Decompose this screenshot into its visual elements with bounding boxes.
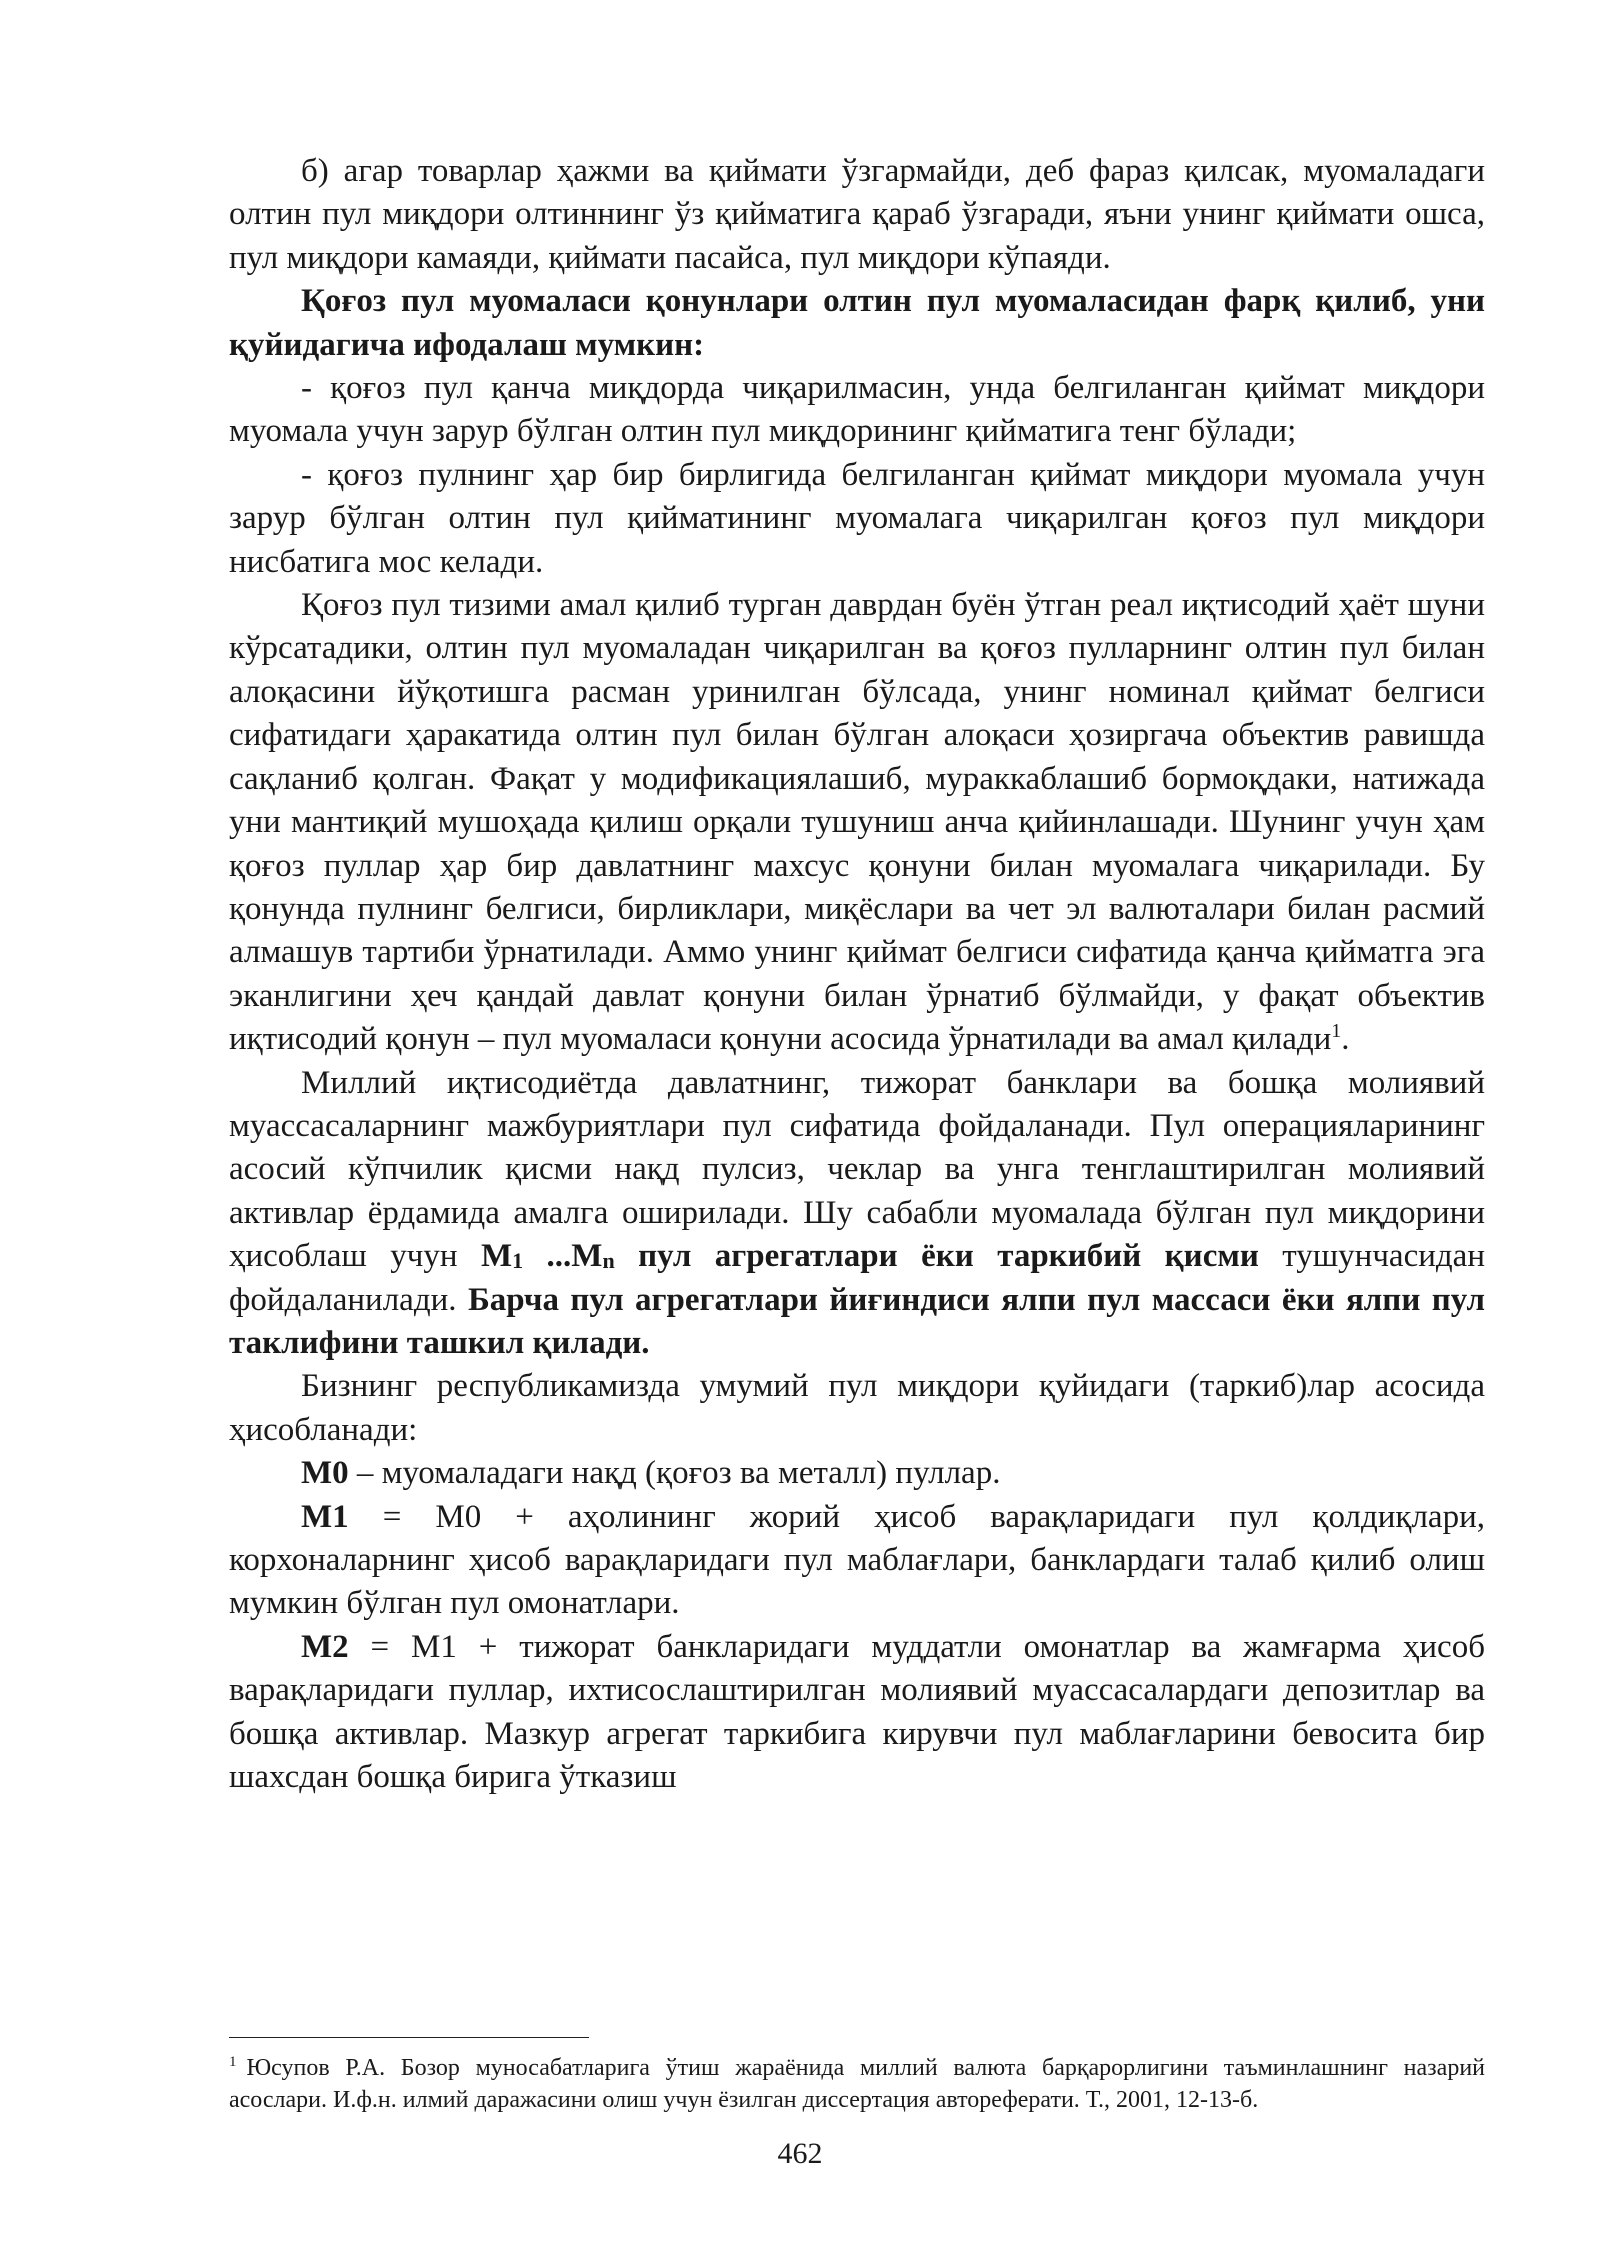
aggregate-m1 [481,1238,1259,1274]
subscript-1: 1 [512,1248,524,1274]
footnote-text: Юсупов Р.А. Бозор муносабатларига ўтиш жараёнида миллий валюта барқарорлигини таъминлашнинг назарий асослари. И.ф.н. илмий даражасини олиш учун ёзилган диссертация автореферати. Т., 2001, 12-13-б. [229,2055,1485,2113]
paragraph-5-text: Қоғоз пул тизими амал қилиб турган даврдан буён ўтган реал иқтисодий ҳаёт шуни кўрсатадики, олтин пул муомаладан чиқарилган ва қоғоз пулларнинг олтин пул билан алоқасини йўқотишга расман уринилган бўлсада, унинг номинал қиймат белгиси сифатидаги ҳаракатида олтин пул билан бўлган алоқаси ҳозиргача объектив равишда сақланиб қолган. Фақат у модификациялашиб, мураккаблашиб бормоқдаки, натижада уни мантиқий мушоҳада қилиш орқали тушуниш анча қийинлашади. Шунинг учун ҳам қоғоз пуллар ҳар бир давлатнинг махсус қонуни билан муомалага чиқарилади. Бу қонунда пулнинг белгиси, бирликлари, миқёслари ва чет эл валюталари билан расмий алмашув тартиби ўрнатилади. Аммо унинг қиймат белгиси сифатида қанча қийматга эга эканлигини ҳеч қандай давлат қонуни билан ўрнатиб бўлмайди, у фақат объектив иқтисодий қонун – пул муомаласи қонуни асосида ўрнатилади ва амал қилади [229,587,1485,1058]
footnote [229,2052,1485,2116]
page-number: 462 [777,2137,823,2170]
paragraph-5 [229,584,1485,1061]
paragraph-m0 [229,1452,1485,1495]
definition-m0: – муомаладаги нақд (қоғоз ва металл) пуллар. [348,1455,1001,1492]
bold-statement: Қоғоз пул муомаласи қонунлари олтин пул муомаласидан фарқ қилиб, уни қуйидагича ифодалаш мумкин: [229,283,1485,363]
label-m1: М1 [301,1498,349,1535]
paragraph-1: б) агар товарлар ҳажми ва қиймати ўзгармайди, деб фараз қилсак, муомаладаги олтин пул миқдори олтиннинг ўз қийматига қараб ўзгаради, яъни унинг қиймати ошса, пул миқдори камаяди, қиймати пасайса, пул миқдори кўпаяди. [229,153,1485,276]
footnote-separator [229,2037,589,2038]
subscript-n: n [602,1248,615,1274]
aggregate-mn-letter: ...М [523,1238,603,1275]
aggregate-m-letter: М [480,1238,513,1275]
paragraph-6-text-a: Миллий иқтисодиётда давлатнинг, тижорат банклари ва бошқа молиявий муассасаларнинг мажбуриятлари пул сифатида фойдаланади. Пул операцияларининг асосий кўпчилик қисми нақд пулсиз, чеклар ва унга тенглаштирилган молиявий активлар ёрдамида амалга оширилади. Шу сабабли муомалада бўлган пул миқдорини ҳисоблаш учун [229,1064,1485,1275]
label-m0: М0 [301,1455,349,1492]
paragraph-6 [229,1062,1485,1366]
page-body [229,150,1485,1799]
definition-m2: = М1 + тижорат банкларидаги муддатли омонатлар ва жамғарма ҳисоб варақларидаги пуллар, ихтисослаштирилган молиявий муассасалардаги депозитлар ва бошқа активлар. Мазкур агрегат таркибига кирувчи пул маблағларини бевосита бир шахсдан бошқа бирига ўтказиш [229,1628,1485,1796]
bold-conclusion: Барча пул агрегатлари йиғиндиси ялпи пул массаси ёки ялпи пул таклифини ташкил қилади. [229,1281,1485,1361]
footnote-reference[interactable]: 1 [1331,1020,1342,1043]
paragraph-m2 [229,1626,1485,1800]
paragraph-2-bold [229,280,1485,367]
paragraph-6-text-b: тушунчасидан фойдаланилади. [229,1238,1485,1318]
footnote-marker: 1 [229,2054,237,2070]
paragraph-5-end: . [1341,1021,1350,1058]
paragraph-4-list-item: - қоғоз пулнинг ҳар бир бирлигида белгиланган қиймат миқдори муомала учун зарур бўлган олтин пул қийматининг муомалага чиқарилган қоғоз пул миқдори нисбатига мос келади. [229,456,1485,580]
definition-m1: = М0 + аҳолининг жорий ҳисоб варақларидаги пул қолдиқлари, корхоналарнинг ҳисоб варақларидаги пул маблағлари, банклардаги талаб қилиб олиш мумкин бўлган пул омонатлари. [229,1498,1485,1622]
aggregate-term: пул агрегатлари ёки таркибий қисми [614,1238,1259,1275]
label-m2: М2 [301,1628,349,1665]
paragraph-7: Бизнинг республикамизда умумий пул миқдори қуйидаги (таркиб)лар асосида ҳисобланади: [229,1368,1485,1448]
paragraph-m1 [229,1496,1485,1626]
paragraph-3-list-item: - қоғоз пул қанча миқдорда чиқарилмасин, унда белгиланган қиймат миқдори муомала учун зарур бўлган олтин пул миқдорининг қийматига тенг бўлади; [229,370,1485,450]
